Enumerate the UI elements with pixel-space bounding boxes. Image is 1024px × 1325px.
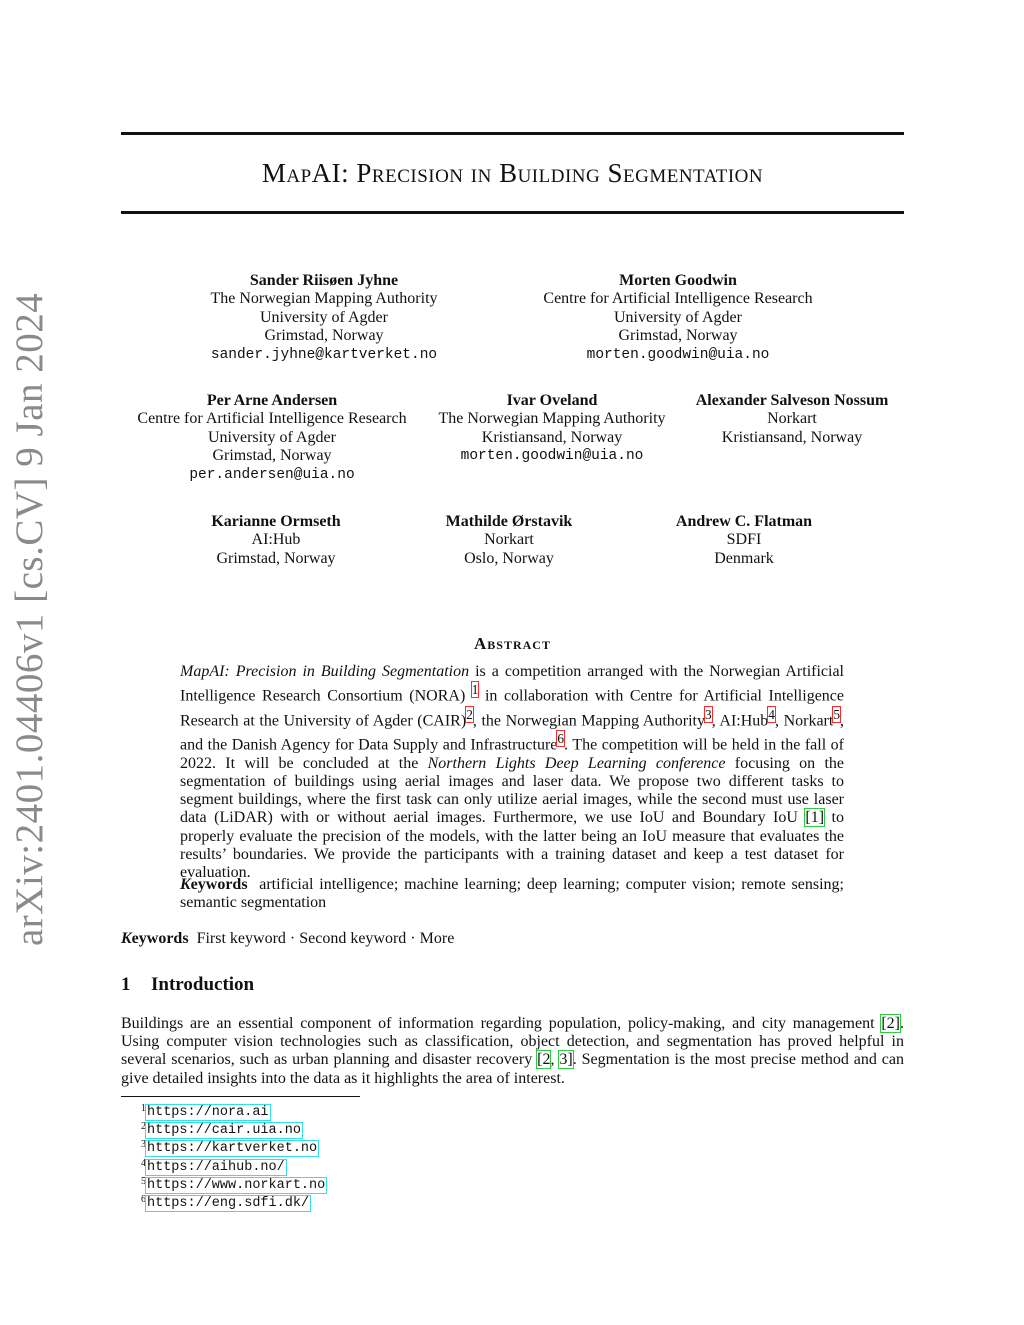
abstract-body	[180, 663, 844, 882]
author-affiliation: Norkart	[767, 410, 817, 428]
author-location: Oslo, Norway	[464, 549, 554, 567]
author-affiliation: Norkart	[484, 531, 534, 549]
citation-link[interactable]: [2	[537, 1051, 551, 1069]
author-location: Grimstad, Norway	[212, 447, 332, 465]
footnote-link[interactable]: 2	[466, 706, 473, 722]
abstract-text: , Norkart	[774, 712, 834, 730]
abstract-text: is a competition arranged with the Norwegian Artificial Intelligence Research Consortium (NORA)	[180, 663, 844, 705]
author-affiliation: SDFI	[726, 531, 762, 549]
author-name: Alexander Salveson Nossum	[695, 392, 889, 409]
abstract-text: to properly evaluate the precision of the models, with the latter being an IoU measure that evaluates the results’ boundaries. We provide the participants with a training dataset and keep a test dataset for evaluation.	[180, 809, 844, 882]
author-affiliation: University of Agder	[208, 428, 336, 446]
footnote-link[interactable]: 4	[768, 706, 775, 722]
author-block	[409, 513, 609, 568]
conference-name: Northern Lights Deep Learning conference	[427, 754, 726, 772]
author-affiliation: AI:Hub	[251, 531, 301, 549]
footnote-rule	[121, 1096, 360, 1097]
footnote-link[interactable]: 6	[557, 731, 565, 747]
abstract-text: , AI:Hub	[711, 712, 769, 730]
author-affiliation: The Norwegian Mapping Authority	[438, 410, 666, 428]
author-block	[518, 272, 838, 364]
footnote-url[interactable]: https://eng.sdfi.dk/	[147, 1195, 310, 1211]
footnotes	[141, 1100, 326, 1209]
author-block	[644, 513, 844, 568]
author-name: Andrew C. Flatman	[675, 513, 813, 530]
footnote-url[interactable]: https://aihub.no/	[147, 1159, 285, 1175]
author-name: Ivar Oveland	[506, 392, 598, 409]
author-name: Karianne Ormseth	[211, 513, 341, 530]
author-affiliation: Centre for Artificial Intelligence Research	[543, 290, 813, 308]
author-email[interactable]: morten.goodwin@uia.no	[460, 448, 644, 465]
abstract-text: in collaboration with Centre for Artificial Intelligence Research at the University of Agder (CAIR)	[180, 687, 845, 730]
abstract-text: . The competition will be held in the fall of 2022. It will be concluded at the	[180, 736, 845, 772]
intro-paragraph: Buildings are an essential component of information regarding population, policy-making, and city management [2]. Using computer vision technologies such as classification, object detection, and segmentation has proved helpful in several scenarios, such as urban planning and disaster recovery [2, 3]. Segmentation is the most precise method and can give detailed insights into the data as it highlights the area of interest.	[121, 1015, 905, 1087]
author-block	[682, 392, 902, 447]
section-title: Introduction	[151, 974, 255, 995]
footnote-link[interactable]: 1	[471, 682, 479, 698]
paper-title: MapAI: Precision in Building Segmentation	[261, 158, 764, 188]
intro-text: Buildings are an essential component of information regarding population, policy-making, and city management	[121, 1015, 882, 1032]
footnote: $^6$https://eng.sdfi.dk/	[141, 1193, 310, 1211]
citation-link[interactable]: 3]	[559, 1051, 573, 1069]
author-email[interactable]: morten.goodwin@uia.no	[586, 346, 770, 363]
author-location: Grimstad, Norway	[264, 327, 384, 345]
footnote: $^3$https://kartverket.no	[141, 1139, 318, 1157]
keywords-text: First keyword · Second keyword · More	[196, 930, 455, 947]
author-block	[122, 392, 422, 484]
footnote: $^2$https://cair.uia.no	[141, 1121, 301, 1139]
author-block	[422, 392, 682, 466]
abstract-text: , the Norwegian Mapping Authority	[472, 712, 706, 730]
abstract-heading: Abstract	[474, 634, 551, 653]
citation-link[interactable]: [1]	[805, 809, 825, 827]
citation-link[interactable]: [2]	[881, 1015, 900, 1032]
author-location: Kristiansand, Norway	[721, 428, 863, 446]
author-affiliation: University of Agder	[614, 308, 742, 326]
footnote: $^1$https://nora.ai	[141, 1103, 269, 1120]
author-location: Kristiansand, Norway	[481, 428, 623, 446]
author-name: Per Arne Andersen	[206, 392, 338, 409]
author-location: Denmark	[714, 549, 774, 567]
footnote-link[interactable]: 3	[705, 706, 712, 722]
intro-text: . Using computer vision technologies such as classification, object detection, and segmentation has proved helpful in several scenarios, such as urban planning and disaster recovery	[121, 1015, 904, 1069]
title-bottom-rule	[121, 211, 904, 214]
footnote-url[interactable]: https://kartverket.no	[147, 1141, 318, 1157]
title-top-rule	[121, 132, 904, 135]
footnote-url[interactable]: https://cair.uia.no	[147, 1123, 301, 1139]
keywords-label: Keywords	[180, 876, 248, 893]
keywords-text: artificial intelligence; machine learning; deep learning; computer vision; remote sensing; semantic segmentation	[180, 876, 845, 912]
footnote-link[interactable]: 5	[833, 706, 840, 722]
footnote: $^4$https://aihub.no/	[141, 1157, 285, 1175]
author-block	[174, 272, 474, 364]
abstract-text: , and the Danish Agency for Data Supply and Infrastructure	[180, 712, 844, 754]
author-affiliation: Centre for Artificial Intelligence Research	[137, 410, 407, 428]
footnote-url[interactable]: https://nora.ai	[147, 1105, 269, 1120]
footnote: $^5$https://www.norkart.no	[141, 1175, 326, 1193]
keywords-abstract	[180, 876, 844, 912]
author-affiliation: The Norwegian Mapping Authority	[210, 290, 438, 308]
abstract-text: focusing on the segmentation of buildings using aerial images and laser data. We propose two different tasks to segment buildings, where the first task can only utilize aerial images, while the second must use laser data (LiDAR) with or without aerial images. Furthermore, we use IoU and Boundary IoU	[180, 754, 844, 827]
author-location: Grimstad, Norway	[618, 327, 738, 345]
keywords-label: Keywords	[121, 930, 189, 947]
author-name: Mathilde Ørstavik	[445, 513, 573, 530]
author-name: Morten Goodwin	[619, 272, 737, 289]
abstract-title-italic: MapAI: Precision in Building Segmentation	[180, 663, 470, 680]
section-number: 1	[121, 974, 131, 995]
author-location: Grimstad, Norway	[216, 549, 336, 567]
author-block	[176, 513, 376, 568]
author-affiliation: University of Agder	[260, 308, 388, 326]
author-email[interactable]: per.andersen@uia.no	[189, 466, 355, 483]
author-email[interactable]: sander.jyhne@kartverket.no	[210, 346, 438, 363]
keywords-placeholder	[121, 930, 454, 948]
author-name: Sander Riisøen Jyhne	[249, 272, 399, 289]
arxiv-side-stamp: arXiv:2401.04406v1 [cs.CV] 9 Jan 2024	[8, 292, 51, 946]
intro-text: . Segmentation is the most precise method and can give detailed insights into the data as it highlights the area of interest.	[121, 1051, 905, 1087]
footnote-url[interactable]: https://www.norkart.no	[147, 1177, 326, 1193]
section-heading	[121, 974, 254, 996]
